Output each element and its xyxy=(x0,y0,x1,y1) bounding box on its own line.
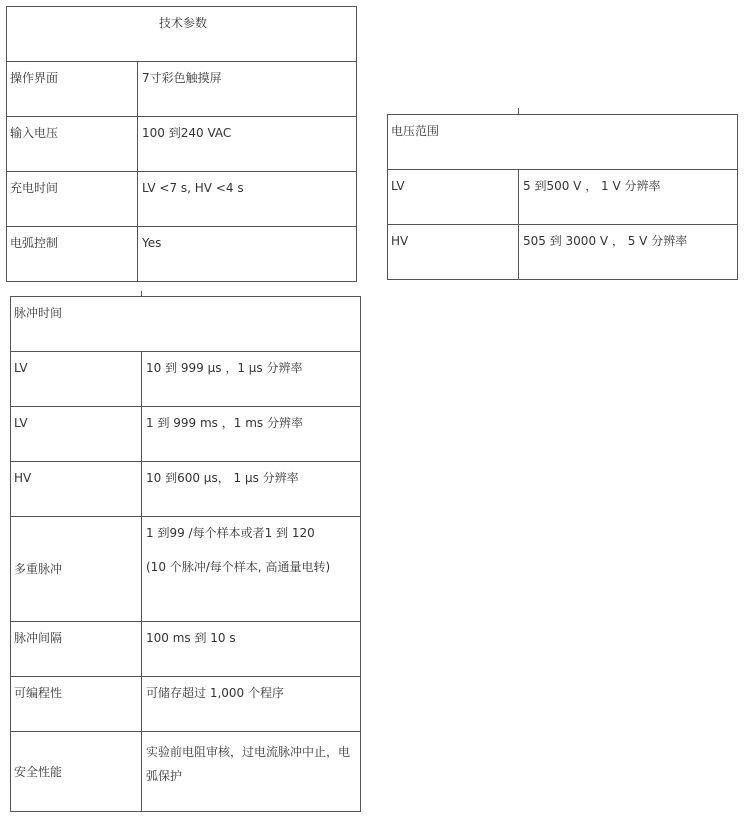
row-value: 100 ms 到 10 s xyxy=(142,622,361,677)
row-label: LV xyxy=(11,352,142,407)
row-label: 操作界面 xyxy=(7,62,138,117)
row-value xyxy=(142,732,361,812)
row-value: LV <7 s, HV <4 s xyxy=(138,172,357,227)
pulse-time-title: 脉冲时间 xyxy=(11,297,361,352)
voltage-range-table xyxy=(387,114,738,280)
voltage-range-title: 电压范围 xyxy=(388,115,738,170)
safety-line-1: 实验前电阻审核，过电流脉冲中止，电 xyxy=(146,745,351,759)
row-value: 10 到600 μs， 1 μs 分辨率 xyxy=(142,462,361,517)
table-row xyxy=(11,622,361,677)
row-label: 安全性能 xyxy=(11,732,142,812)
pulse-time-table xyxy=(10,296,361,812)
table-row xyxy=(11,407,361,462)
row-label: 输入电压 xyxy=(7,117,138,172)
row-label: 脉冲间隔 xyxy=(11,622,142,677)
row-label: LV xyxy=(11,407,142,462)
tech-params-table xyxy=(6,6,357,282)
table-row xyxy=(11,517,361,622)
table-row xyxy=(7,227,357,282)
row-label: LV xyxy=(388,170,519,225)
row-label: HV xyxy=(388,225,519,280)
table-title-row xyxy=(388,115,738,170)
multi-pulse-line-2: (10 个脉冲/每个样本, 高通量电转) xyxy=(146,560,331,574)
row-label: 电弧控制 xyxy=(7,227,138,282)
row-label: 多重脉冲 xyxy=(11,517,142,622)
table-row xyxy=(7,172,357,227)
row-label: 可编程性 xyxy=(11,677,142,732)
table-title-row xyxy=(7,7,357,62)
row-value: 100 到240 VAC xyxy=(138,117,357,172)
row-value: 5 到500 V ， 1 V 分辨率 xyxy=(519,170,738,225)
table-title-row xyxy=(11,297,361,352)
safety-line-2: 弧保护 xyxy=(146,769,183,783)
table-row xyxy=(388,225,738,280)
table-row xyxy=(11,677,361,732)
table-row xyxy=(7,117,357,172)
table-row xyxy=(11,462,361,517)
table-row xyxy=(7,62,357,117)
row-value: 可储存超过 1,000 个程序 xyxy=(142,677,361,732)
row-value: 1 到 999 ms ，1 ms 分辨率 xyxy=(142,407,361,462)
table-row xyxy=(388,170,738,225)
row-value: 10 到 999 μs ，1 μs 分辨率 xyxy=(142,352,361,407)
row-label: HV xyxy=(11,462,142,517)
row-label: 充电时间 xyxy=(7,172,138,227)
tech-params-title: 技术参数 xyxy=(7,7,357,62)
row-value xyxy=(142,517,361,622)
row-value: 7寸彩色触摸屏 xyxy=(138,62,357,117)
table-row xyxy=(11,732,361,812)
row-value: Yes xyxy=(138,227,357,282)
multi-pulse-line-1: 1 到99 /每个样本或者1 到 120 xyxy=(146,526,315,540)
row-value: 505 到 3000 V ， 5 V 分辨率 xyxy=(519,225,738,280)
table-row xyxy=(11,352,361,407)
